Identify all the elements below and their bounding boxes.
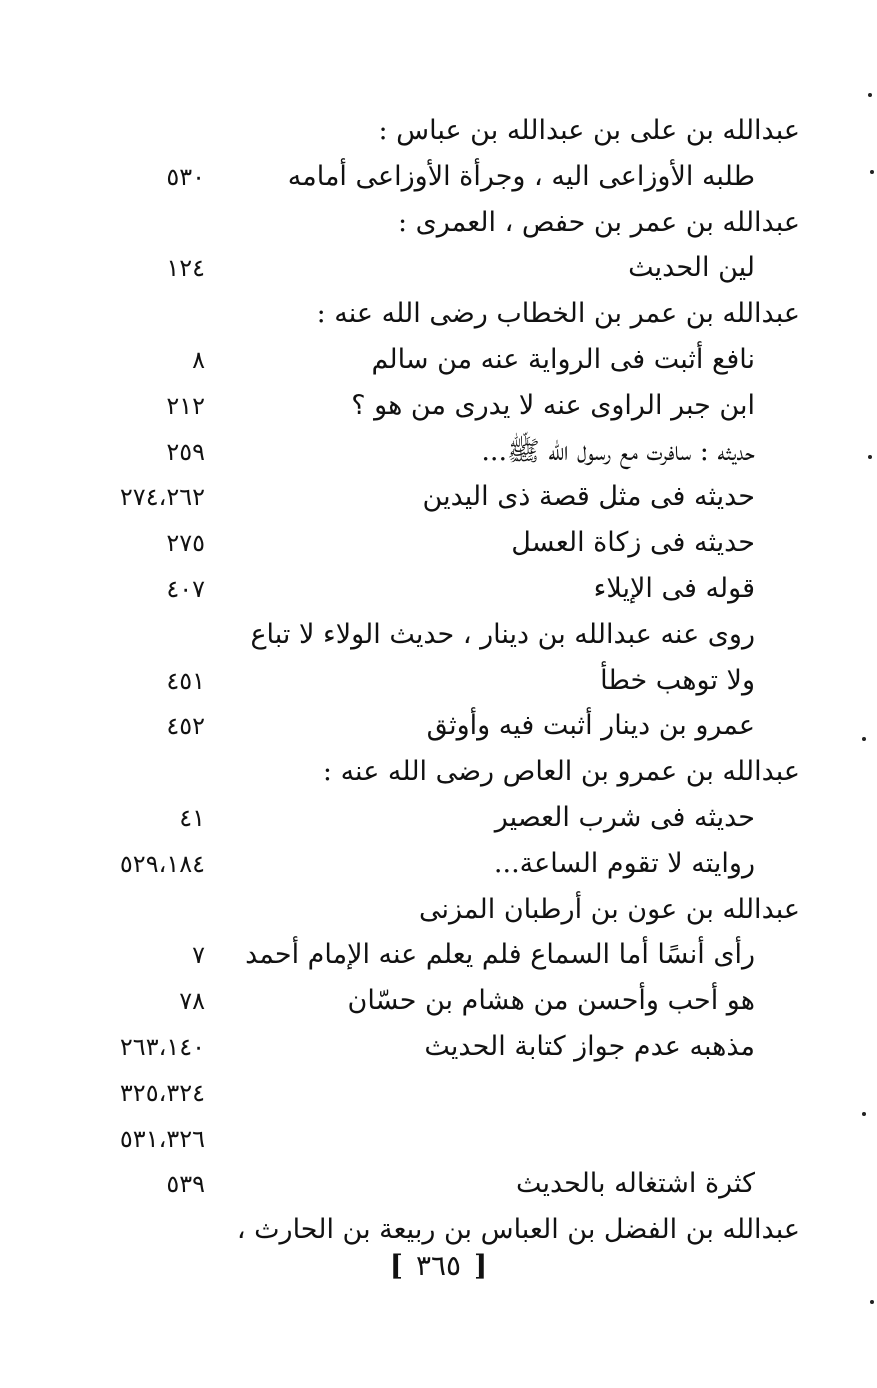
entry-page-refs: ٢٦٣،١٤٠: [119, 1033, 205, 1061]
entry-text: هو أحب وأحسن من هشام بن حسّان: [347, 985, 755, 1017]
entry-page-refs: ٢٧٥: [166, 529, 205, 558]
entry-text: لين الحديث: [628, 252, 755, 284]
index-subentry: [100, 703, 800, 749]
index-subentry: [100, 337, 800, 383]
scan-speck: [862, 1112, 866, 1116]
index-subentry: [100, 383, 800, 429]
entry-page-refs: ٧٨: [179, 987, 205, 1016]
scan-speck: [870, 170, 874, 174]
index-subentry: [100, 1024, 800, 1070]
entry-page-refs: ٤٠٧: [166, 575, 205, 603]
index-subentry: [100, 245, 800, 291]
entry-text: مذهبه عدم جواز كتابة الحديث: [424, 1031, 755, 1062]
entry-page-refs: ٥٣١،٣٢٦: [119, 1124, 205, 1153]
index-subentry: [100, 566, 800, 612]
entry-text: حديثه فى شرب العصير: [494, 802, 755, 833]
page-footer: [0, 1243, 877, 1289]
index-subentry: [100, 1116, 800, 1162]
entry-text: عبدالله بن عمر بن الخطاب رضى الله عنه :: [316, 298, 800, 330]
entry-page-refs: ٤١: [179, 804, 205, 832]
scan-speck: [870, 1300, 874, 1304]
entry-page-refs: ٢٥٩: [166, 437, 205, 466]
entry-text: حديثه : سافرت مع رسول الله ﷺ...: [481, 435, 755, 467]
index-subentry: [100, 612, 800, 658]
scan-speck: [868, 93, 872, 97]
index-subentry: [100, 474, 800, 520]
entry-text: حديثه فى زكاة العسل: [511, 527, 755, 559]
entry-page-refs: ٨: [192, 346, 205, 374]
entry-text: ولا توهب خطأ: [600, 664, 755, 696]
index-subentry: [100, 154, 800, 200]
entry-text: عبدالله بن عون بن أرطبان المزنى: [419, 893, 800, 925]
index-subentry: [100, 429, 800, 475]
index-subentry: [100, 978, 800, 1024]
index-subentry: [100, 520, 800, 566]
entry-page-refs: ٥٣٩: [166, 1170, 205, 1199]
index-subentry: [100, 932, 800, 978]
entry-page-refs: ٤٥٢: [166, 712, 205, 741]
entry-text: عبدالله بن عمر بن حفص ، العمرى :: [397, 206, 800, 238]
entry-text: عبدالله بن على بن عبدالله بن عباس :: [378, 115, 800, 146]
bracket-close: ]: [473, 1249, 488, 1282]
entry-text: عبدالله بن عمرو بن العاص رضى الله عنه :: [322, 756, 800, 788]
index-subentry: [100, 795, 800, 841]
entry-text: نافع أثبت فى الرواية عنه من سالم: [371, 344, 755, 375]
entry-text: طلبه الأوزاعى اليه ، وجرأة الأوزاعى أمامه: [287, 160, 755, 192]
entry-text: رأى أنسًا أما السماع فلم يعلم عنه الإمام أحمد: [245, 939, 755, 971]
index-subentry: [100, 1070, 800, 1116]
index-heading: [100, 749, 800, 795]
entry-page-refs: ٥٢٩،١٨٤: [119, 849, 205, 878]
index-subentry: [100, 841, 800, 887]
index-heading: [100, 291, 800, 337]
scan-speck: [862, 737, 866, 741]
entry-page-refs: ٥٣٠: [166, 162, 205, 191]
entry-text: حديثه فى مثل قصة ذى اليدين: [422, 481, 755, 513]
entry-page-refs: ٧: [192, 941, 205, 970]
page-number: ٣٦٥: [415, 1249, 462, 1282]
scan-speck: [868, 455, 872, 459]
entry-page-refs: ٢٧٤،٢٦٢: [119, 483, 205, 512]
index-heading: [100, 887, 800, 933]
entry-text: ابن جبر الراوى عنه لا يدرى من هو ؟: [351, 389, 755, 421]
entry-page-refs: ٢١٢: [166, 391, 205, 420]
entry-text: قوله فى الإيلاء: [593, 573, 755, 604]
entry-text: روايته لا تقوم الساعة...: [493, 847, 755, 879]
entry-page-refs: ١٢٤: [166, 254, 205, 283]
index-heading: [100, 108, 800, 154]
bracket-open: [: [389, 1249, 404, 1282]
entry-text: عبدالله بن الفضل بن العباس بن ربيعة بن الحارث ،: [236, 1214, 800, 1246]
entry-page-refs: ٣٢٥،٣٢٤: [119, 1078, 205, 1107]
index-subentry: [100, 1161, 800, 1207]
entry-text: روى عنه عبدالله بن دينار ، حديث الولاء لا تباع: [250, 618, 755, 650]
entry-text: عمرو بن دينار أثبت فيه وأوثق: [426, 710, 755, 742]
index-heading: [100, 200, 800, 246]
entry-text: كثرة اشتغاله بالحديث: [515, 1168, 755, 1200]
index-subentry: [100, 658, 800, 704]
entry-page-refs: ٤٥١: [166, 666, 205, 695]
